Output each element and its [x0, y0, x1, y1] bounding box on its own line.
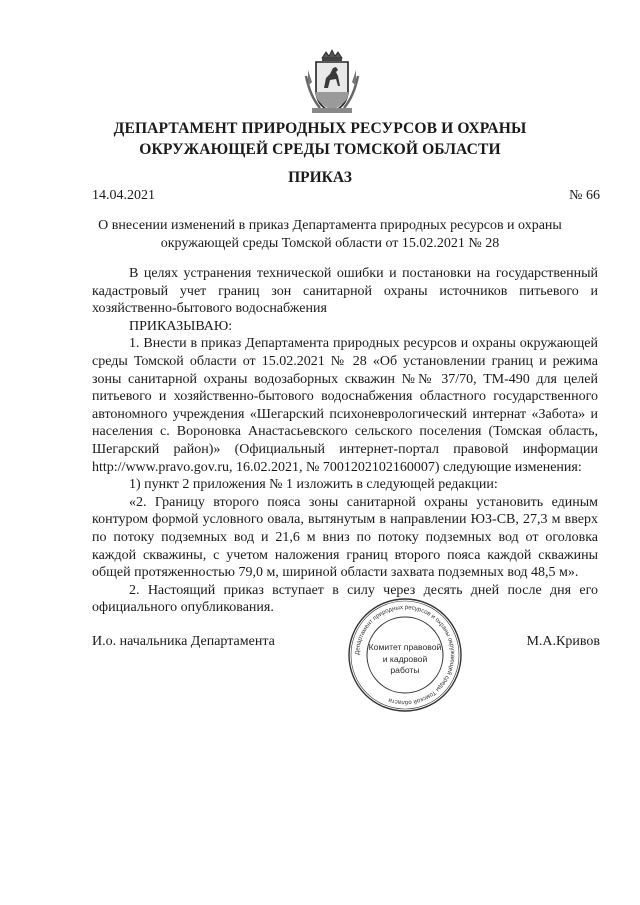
tomsk-oblast-coat-of-arms-icon: [300, 46, 364, 116]
department-name: [60, 118, 580, 160]
order-word: ПРИКАЗЫВАЮ:: [129, 318, 233, 334]
signatory-name: М.А.Кривов: [526, 634, 600, 649]
item-2-paragraph: 2. Настоящий приказ вступает в силу через десять дней после дня его официального опубликования.: [92, 582, 598, 616]
stamp-ring-text: Департамент природных ресурсов и охраны окружающей среды Томской области: [353, 603, 457, 707]
item-1-subpoint: 1) пункт 2 приложения № 1 изложить в следующей редакции:: [129, 477, 498, 493]
preamble-paragraph: В целях устранения технической ошибки и постановки на государственный кадастровый учет границ зон санитарной охраны источников питьевого и хозяйственно-бытового водоснабжения: [92, 266, 598, 317]
signatory-position: И.о. начальника Департамента: [92, 634, 275, 649]
item-1-paragraph: 1. Внести в приказ Департамента природных ресурсов и охраны окружающей среды Томской области от 15.02.2021 № 28 «Об установлении границ и режима зоны санитарной охраны водозаборных скважин №№ 37/70, ТМ-490 для целей питьевого и хозяйственно-бытового водоснабжения областного государственного автономного учреждения «Шегарский психоневрологический интернат «Забота» и населения с. Вороновка Анастасьевского сельского поселения (Томская область, Шегарский район)» (Официальный интернет-портал правовой информации http://www.pravo.gov.ru, 16.02.2021, № 7001202102160007) следующие изменения:: [92, 336, 598, 475]
stamp-center-line-3: работы: [390, 665, 420, 676]
document-body: [92, 265, 598, 617]
document-subject: [80, 217, 580, 253]
document-type: ПРИКАЗ: [288, 169, 352, 186]
item-1-quote: «2. Границу второго пояса зоны санитарной охраны установить единым контуром формой условного овала, вытянутым в направлении ЮЗ-СВ, 27,3 м вверх по потоку подземных вод и 21,6 м вниз по потоку подземных вод от оголовка каждой скважины, с учетом наложения границ второго пояса каждой скважины общей протяженностью 79,0 м, шириной области захвата подземных вод 48,5 м».: [92, 494, 598, 581]
stamp-center-line-1: Комитет правовой: [368, 642, 442, 652]
stamp-center-line-2: и кадровой: [382, 653, 428, 664]
subject-line-2: окружающей среды Томской области от 15.02.2021 № 28: [160, 236, 500, 251]
department-line-2: ОКРУЖАЮЩЕЙ СРЕДЫ ТОМСКОЙ ОБЛАСТИ: [139, 141, 501, 158]
stamp-center-text: [361, 642, 449, 677]
document-date: 14.04.2021: [92, 188, 155, 203]
subject-line-1: О внесении изменений в приказ Департамента природных ресурсов и охраны: [98, 218, 562, 233]
document-number: № 66: [569, 188, 600, 203]
department-line-1: ДЕПАРТАМЕНТ ПРИРОДНЫХ РЕСУРСОВ И ОХРАНЫ: [113, 120, 527, 137]
